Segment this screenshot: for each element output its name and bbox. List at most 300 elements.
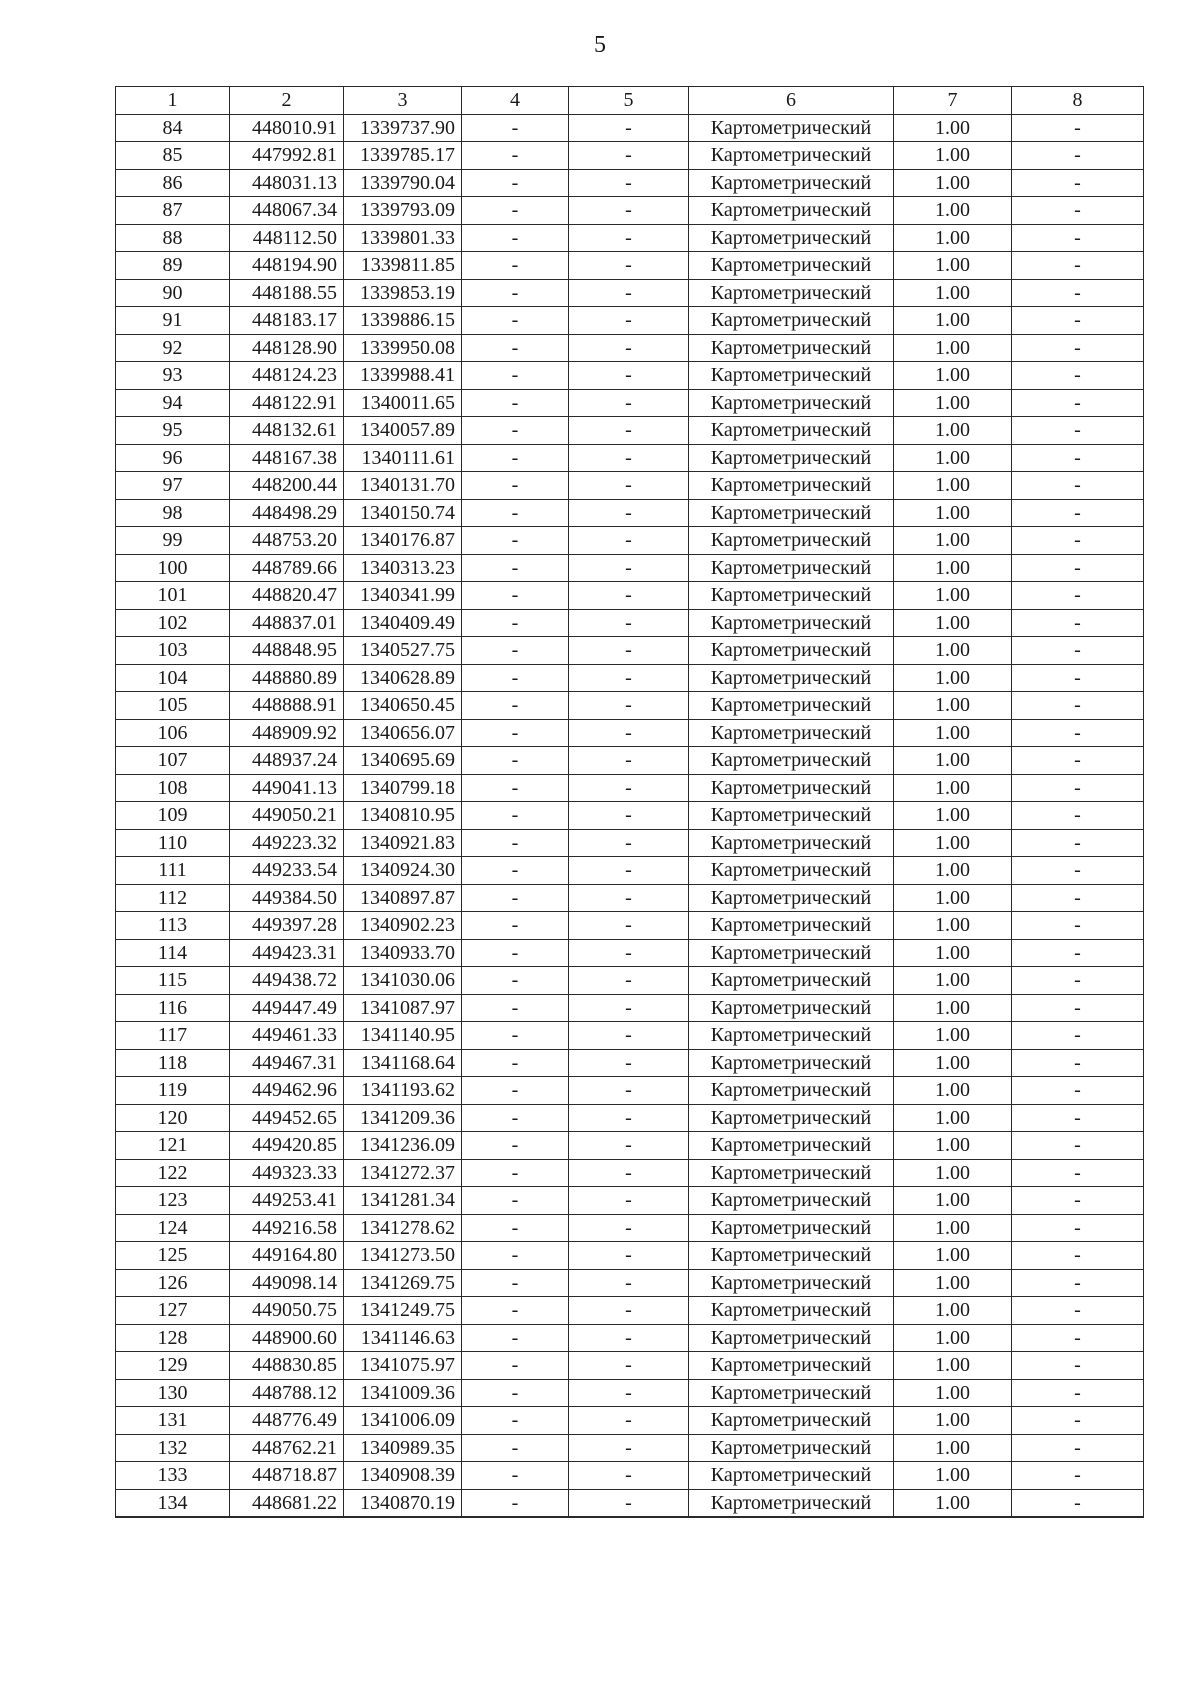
method-cell: Картометрический: [689, 197, 894, 225]
column-4-cell: -: [462, 939, 569, 967]
column-5-cell: -: [569, 774, 689, 802]
column-8-cell: -: [1012, 1187, 1144, 1215]
y-coordinate-cell: 1340341.99: [344, 582, 462, 610]
column-5-cell: -: [569, 1159, 689, 1187]
table-row: [116, 1159, 1144, 1187]
y-coordinate-cell: 1340057.89: [344, 417, 462, 445]
method-cell: Картометрический: [689, 774, 894, 802]
y-coordinate-cell: 1341278.62: [344, 1214, 462, 1242]
accuracy-cell: 1.00: [894, 1352, 1012, 1380]
column-5-cell: -: [569, 1132, 689, 1160]
column-4-cell: -: [462, 1022, 569, 1050]
y-coordinate-cell: 1340150.74: [344, 499, 462, 527]
column-8-cell: -: [1012, 1049, 1144, 1077]
y-coordinate-cell: 1340111.61: [344, 444, 462, 472]
column-5-cell: -: [569, 334, 689, 362]
y-coordinate-cell: 1341236.09: [344, 1132, 462, 1160]
table-row: [116, 1049, 1144, 1077]
column-8-cell: -: [1012, 912, 1144, 940]
column-8-cell: -: [1012, 692, 1144, 720]
method-cell: Картометрический: [689, 527, 894, 555]
accuracy-cell: 1.00: [894, 1159, 1012, 1187]
point-number-cell: 109: [116, 802, 230, 830]
column-4-cell: -: [462, 582, 569, 610]
table-row: [116, 912, 1144, 940]
accuracy-cell: 1.00: [894, 994, 1012, 1022]
column-4-cell: -: [462, 1324, 569, 1352]
column-8-cell: -: [1012, 664, 1144, 692]
column-4-cell: -: [462, 142, 569, 170]
table-row: [116, 1214, 1144, 1242]
accuracy-cell: 1.00: [894, 114, 1012, 142]
x-coordinate-cell: 449253.41: [230, 1187, 344, 1215]
table-row: [116, 334, 1144, 362]
x-coordinate-cell: 449397.28: [230, 912, 344, 940]
method-cell: Картометрический: [689, 747, 894, 775]
point-number-cell: 112: [116, 884, 230, 912]
point-number-cell: 130: [116, 1379, 230, 1407]
x-coordinate-cell: 449462.96: [230, 1077, 344, 1105]
y-coordinate-cell: 1339793.09: [344, 197, 462, 225]
x-coordinate-cell: 448128.90: [230, 334, 344, 362]
method-cell: Картометрический: [689, 1077, 894, 1105]
y-coordinate-cell: 1340650.45: [344, 692, 462, 720]
table-row: [116, 362, 1144, 390]
x-coordinate-cell: 448010.91: [230, 114, 344, 142]
column-header: 2: [230, 87, 344, 115]
column-8-cell: -: [1012, 1104, 1144, 1132]
point-number-cell: 121: [116, 1132, 230, 1160]
accuracy-cell: 1.00: [894, 499, 1012, 527]
accuracy-cell: 1.00: [894, 142, 1012, 170]
table-row: [116, 939, 1144, 967]
x-coordinate-cell: 448880.89: [230, 664, 344, 692]
x-coordinate-cell: 448837.01: [230, 609, 344, 637]
table-row: [116, 472, 1144, 500]
x-coordinate-cell: 448498.29: [230, 499, 344, 527]
y-coordinate-cell: 1341087.97: [344, 994, 462, 1022]
x-coordinate-cell: 448762.21: [230, 1434, 344, 1462]
point-number-cell: 90: [116, 279, 230, 307]
point-number-cell: 104: [116, 664, 230, 692]
point-number-cell: 97: [116, 472, 230, 500]
accuracy-cell: 1.00: [894, 1489, 1012, 1517]
column-8-cell: -: [1012, 1462, 1144, 1490]
x-coordinate-cell: 449233.54: [230, 857, 344, 885]
column-5-cell: -: [569, 857, 689, 885]
method-cell: Картометрический: [689, 417, 894, 445]
column-4-cell: -: [462, 169, 569, 197]
coordinates-table: [115, 86, 1144, 1518]
y-coordinate-cell: 1340902.23: [344, 912, 462, 940]
y-coordinate-cell: 1340921.83: [344, 829, 462, 857]
table-row: [116, 994, 1144, 1022]
y-coordinate-cell: 1339988.41: [344, 362, 462, 390]
y-coordinate-cell: 1341030.06: [344, 967, 462, 995]
table-row: [116, 444, 1144, 472]
table-row: [116, 224, 1144, 252]
point-number-cell: 116: [116, 994, 230, 1022]
method-cell: Картометрический: [689, 334, 894, 362]
column-8-cell: -: [1012, 1489, 1144, 1517]
x-coordinate-cell: 449467.31: [230, 1049, 344, 1077]
point-number-cell: 122: [116, 1159, 230, 1187]
table-row: [116, 967, 1144, 995]
y-coordinate-cell: 1339785.17: [344, 142, 462, 170]
x-coordinate-cell: 448167.38: [230, 444, 344, 472]
y-coordinate-cell: 1340933.70: [344, 939, 462, 967]
accuracy-cell: 1.00: [894, 912, 1012, 940]
x-coordinate-cell: 449447.49: [230, 994, 344, 1022]
column-8-cell: -: [1012, 142, 1144, 170]
table-row: [116, 114, 1144, 142]
accuracy-cell: 1.00: [894, 224, 1012, 252]
accuracy-cell: 1.00: [894, 719, 1012, 747]
column-5-cell: -: [569, 1049, 689, 1077]
table-row: [116, 1242, 1144, 1270]
x-coordinate-cell: 448122.91: [230, 389, 344, 417]
point-number-cell: 100: [116, 554, 230, 582]
accuracy-cell: 1.00: [894, 582, 1012, 610]
accuracy-cell: 1.00: [894, 389, 1012, 417]
column-5-cell: -: [569, 664, 689, 692]
method-cell: Картометрический: [689, 1214, 894, 1242]
accuracy-cell: 1.00: [894, 802, 1012, 830]
y-coordinate-cell: 1341140.95: [344, 1022, 462, 1050]
x-coordinate-cell: 448188.55: [230, 279, 344, 307]
column-5-cell: -: [569, 1242, 689, 1270]
column-4-cell: -: [462, 1214, 569, 1242]
point-number-cell: 132: [116, 1434, 230, 1462]
method-cell: Картометрический: [689, 279, 894, 307]
column-4-cell: -: [462, 417, 569, 445]
table-row: [116, 417, 1144, 445]
column-header: 1: [116, 87, 230, 115]
table-row: [116, 1379, 1144, 1407]
column-4-cell: -: [462, 1379, 569, 1407]
x-coordinate-cell: 448820.47: [230, 582, 344, 610]
column-4-cell: -: [462, 527, 569, 555]
y-coordinate-cell: 1341075.97: [344, 1352, 462, 1380]
column-5-cell: -: [569, 142, 689, 170]
accuracy-cell: 1.00: [894, 939, 1012, 967]
column-5-cell: -: [569, 362, 689, 390]
point-number-cell: 131: [116, 1407, 230, 1435]
x-coordinate-cell: 449050.21: [230, 802, 344, 830]
accuracy-cell: 1.00: [894, 884, 1012, 912]
table-body: [116, 114, 1144, 1517]
method-cell: Картометрический: [689, 829, 894, 857]
accuracy-cell: 1.00: [894, 279, 1012, 307]
method-cell: Картометрический: [689, 994, 894, 1022]
column-5-cell: -: [569, 114, 689, 142]
x-coordinate-cell: 448848.95: [230, 637, 344, 665]
table-row: [116, 857, 1144, 885]
method-cell: Картометрический: [689, 884, 894, 912]
y-coordinate-cell: 1341006.09: [344, 1407, 462, 1435]
column-4-cell: -: [462, 252, 569, 280]
column-5-cell: -: [569, 417, 689, 445]
y-coordinate-cell: 1340409.49: [344, 609, 462, 637]
method-cell: Картометрический: [689, 1434, 894, 1462]
accuracy-cell: 1.00: [894, 1104, 1012, 1132]
method-cell: Картометрический: [689, 1242, 894, 1270]
method-cell: Картометрический: [689, 1379, 894, 1407]
method-cell: Картометрический: [689, 1187, 894, 1215]
column-5-cell: -: [569, 499, 689, 527]
point-number-cell: 123: [116, 1187, 230, 1215]
column-8-cell: -: [1012, 1379, 1144, 1407]
accuracy-cell: 1.00: [894, 1297, 1012, 1325]
method-cell: Картометрический: [689, 609, 894, 637]
x-coordinate-cell: 449041.13: [230, 774, 344, 802]
table-row: [116, 637, 1144, 665]
y-coordinate-cell: 1339886.15: [344, 307, 462, 335]
point-number-cell: 120: [116, 1104, 230, 1132]
column-header: 6: [689, 87, 894, 115]
accuracy-cell: 1.00: [894, 692, 1012, 720]
column-8-cell: -: [1012, 1242, 1144, 1270]
table-row: [116, 554, 1144, 582]
column-8-cell: -: [1012, 857, 1144, 885]
column-5-cell: -: [569, 912, 689, 940]
table-row: [116, 499, 1144, 527]
point-number-cell: 124: [116, 1214, 230, 1242]
point-number-cell: 128: [116, 1324, 230, 1352]
column-5-cell: -: [569, 527, 689, 555]
table-row: [116, 1352, 1144, 1380]
table-row: [116, 197, 1144, 225]
point-number-cell: 114: [116, 939, 230, 967]
column-8-cell: -: [1012, 939, 1144, 967]
column-header: 8: [1012, 87, 1144, 115]
column-5-cell: -: [569, 252, 689, 280]
point-number-cell: 107: [116, 747, 230, 775]
x-coordinate-cell: 449216.58: [230, 1214, 344, 1242]
column-5-cell: -: [569, 1214, 689, 1242]
column-5-cell: -: [569, 1297, 689, 1325]
accuracy-cell: 1.00: [894, 417, 1012, 445]
method-cell: Картометрический: [689, 389, 894, 417]
y-coordinate-cell: 1341273.50: [344, 1242, 462, 1270]
column-5-cell: -: [569, 554, 689, 582]
column-5-cell: -: [569, 444, 689, 472]
column-header: 3: [344, 87, 462, 115]
method-cell: Картометрический: [689, 912, 894, 940]
column-8-cell: -: [1012, 527, 1144, 555]
column-8-cell: -: [1012, 829, 1144, 857]
x-coordinate-cell: 448132.61: [230, 417, 344, 445]
x-coordinate-cell: 448888.91: [230, 692, 344, 720]
table-row: [116, 1132, 1144, 1160]
method-cell: Картометрический: [689, 224, 894, 252]
point-number-cell: 91: [116, 307, 230, 335]
table-row: [116, 252, 1144, 280]
point-number-cell: 85: [116, 142, 230, 170]
column-4-cell: -: [462, 1462, 569, 1490]
column-5-cell: -: [569, 1324, 689, 1352]
column-8-cell: -: [1012, 197, 1144, 225]
y-coordinate-cell: 1340799.18: [344, 774, 462, 802]
column-4-cell: -: [462, 1407, 569, 1435]
y-coordinate-cell: 1341281.34: [344, 1187, 462, 1215]
column-5-cell: -: [569, 1269, 689, 1297]
column-4-cell: -: [462, 912, 569, 940]
column-5-cell: -: [569, 1434, 689, 1462]
column-8-cell: -: [1012, 637, 1144, 665]
x-coordinate-cell: 448788.12: [230, 1379, 344, 1407]
table-row: [116, 389, 1144, 417]
column-4-cell: -: [462, 334, 569, 362]
accuracy-cell: 1.00: [894, 362, 1012, 390]
column-8-cell: -: [1012, 747, 1144, 775]
table-row: [116, 1022, 1144, 1050]
point-number-cell: 113: [116, 912, 230, 940]
column-8-cell: -: [1012, 169, 1144, 197]
accuracy-cell: 1.00: [894, 1269, 1012, 1297]
column-4-cell: -: [462, 1269, 569, 1297]
column-5-cell: -: [569, 279, 689, 307]
column-8-cell: -: [1012, 609, 1144, 637]
point-number-cell: 125: [116, 1242, 230, 1270]
column-4-cell: -: [462, 857, 569, 885]
column-4-cell: -: [462, 114, 569, 142]
column-4-cell: -: [462, 609, 569, 637]
accuracy-cell: 1.00: [894, 1434, 1012, 1462]
column-4-cell: -: [462, 1489, 569, 1517]
column-4-cell: -: [462, 362, 569, 390]
point-number-cell: 95: [116, 417, 230, 445]
table-row: [116, 719, 1144, 747]
method-cell: Картометрический: [689, 1462, 894, 1490]
accuracy-cell: 1.00: [894, 1132, 1012, 1160]
y-coordinate-cell: 1340011.65: [344, 389, 462, 417]
column-4-cell: -: [462, 1049, 569, 1077]
column-8-cell: -: [1012, 554, 1144, 582]
point-number-cell: 93: [116, 362, 230, 390]
x-coordinate-cell: 448900.60: [230, 1324, 344, 1352]
method-cell: Картометрический: [689, 169, 894, 197]
column-8-cell: -: [1012, 362, 1144, 390]
column-5-cell: -: [569, 169, 689, 197]
column-8-cell: -: [1012, 307, 1144, 335]
point-number-cell: 86: [116, 169, 230, 197]
y-coordinate-cell: 1341009.36: [344, 1379, 462, 1407]
table-row: [116, 1324, 1144, 1352]
table-header-row: [116, 87, 1144, 115]
method-cell: Картометрический: [689, 637, 894, 665]
accuracy-cell: 1.00: [894, 637, 1012, 665]
column-5-cell: -: [569, 582, 689, 610]
method-cell: Картометрический: [689, 692, 894, 720]
column-8-cell: -: [1012, 1077, 1144, 1105]
accuracy-cell: 1.00: [894, 747, 1012, 775]
y-coordinate-cell: 1340924.30: [344, 857, 462, 885]
point-number-cell: 115: [116, 967, 230, 995]
method-cell: Картометрический: [689, 967, 894, 995]
column-4-cell: -: [462, 499, 569, 527]
column-5-cell: -: [569, 1077, 689, 1105]
table-row: [116, 774, 1144, 802]
x-coordinate-cell: 448937.24: [230, 747, 344, 775]
y-coordinate-cell: 1340870.19: [344, 1489, 462, 1517]
x-coordinate-cell: 448789.66: [230, 554, 344, 582]
column-4-cell: -: [462, 1077, 569, 1105]
column-8-cell: -: [1012, 417, 1144, 445]
accuracy-cell: 1.00: [894, 1077, 1012, 1105]
method-cell: Картометрический: [689, 1159, 894, 1187]
column-5-cell: -: [569, 719, 689, 747]
table-row: [116, 1077, 1144, 1105]
method-cell: Картометрический: [689, 1022, 894, 1050]
column-8-cell: -: [1012, 802, 1144, 830]
column-8-cell: -: [1012, 224, 1144, 252]
column-5-cell: -: [569, 472, 689, 500]
y-coordinate-cell: 1339853.19: [344, 279, 462, 307]
column-8-cell: -: [1012, 582, 1144, 610]
column-5-cell: -: [569, 1187, 689, 1215]
y-coordinate-cell: 1341193.62: [344, 1077, 462, 1105]
table-row: [116, 582, 1144, 610]
x-coordinate-cell: 448830.85: [230, 1352, 344, 1380]
column-5-cell: -: [569, 307, 689, 335]
point-number-cell: 92: [116, 334, 230, 362]
x-coordinate-cell: 449420.85: [230, 1132, 344, 1160]
table-row: [116, 307, 1144, 335]
x-coordinate-cell: 448183.17: [230, 307, 344, 335]
column-4-cell: -: [462, 554, 569, 582]
column-8-cell: -: [1012, 1132, 1144, 1160]
column-4-cell: -: [462, 664, 569, 692]
column-8-cell: -: [1012, 994, 1144, 1022]
point-number-cell: 106: [116, 719, 230, 747]
y-coordinate-cell: 1340131.70: [344, 472, 462, 500]
column-5-cell: -: [569, 1104, 689, 1132]
method-cell: Картометрический: [689, 664, 894, 692]
x-coordinate-cell: 448718.87: [230, 1462, 344, 1490]
accuracy-cell: 1.00: [894, 197, 1012, 225]
method-cell: Картометрический: [689, 1269, 894, 1297]
y-coordinate-cell: 1341249.75: [344, 1297, 462, 1325]
accuracy-cell: 1.00: [894, 829, 1012, 857]
column-4-cell: -: [462, 224, 569, 252]
column-4-cell: -: [462, 197, 569, 225]
x-coordinate-cell: 449050.75: [230, 1297, 344, 1325]
method-cell: Картометрический: [689, 1324, 894, 1352]
x-coordinate-cell: 448124.23: [230, 362, 344, 390]
point-number-cell: 117: [116, 1022, 230, 1050]
y-coordinate-cell: 1339790.04: [344, 169, 462, 197]
y-coordinate-cell: 1341146.63: [344, 1324, 462, 1352]
accuracy-cell: 1.00: [894, 967, 1012, 995]
y-coordinate-cell: 1339801.33: [344, 224, 462, 252]
accuracy-cell: 1.00: [894, 527, 1012, 555]
column-5-cell: -: [569, 1022, 689, 1050]
table-row: [116, 609, 1144, 637]
x-coordinate-cell: 448031.13: [230, 169, 344, 197]
point-number-cell: 87: [116, 197, 230, 225]
x-coordinate-cell: 449384.50: [230, 884, 344, 912]
accuracy-cell: 1.00: [894, 444, 1012, 472]
point-number-cell: 94: [116, 389, 230, 417]
method-cell: Картометрический: [689, 252, 894, 280]
method-cell: Картометрический: [689, 1049, 894, 1077]
accuracy-cell: 1.00: [894, 857, 1012, 885]
column-5-cell: -: [569, 609, 689, 637]
column-4-cell: -: [462, 1434, 569, 1462]
table-row: [116, 1489, 1144, 1517]
method-cell: Картометрический: [689, 554, 894, 582]
